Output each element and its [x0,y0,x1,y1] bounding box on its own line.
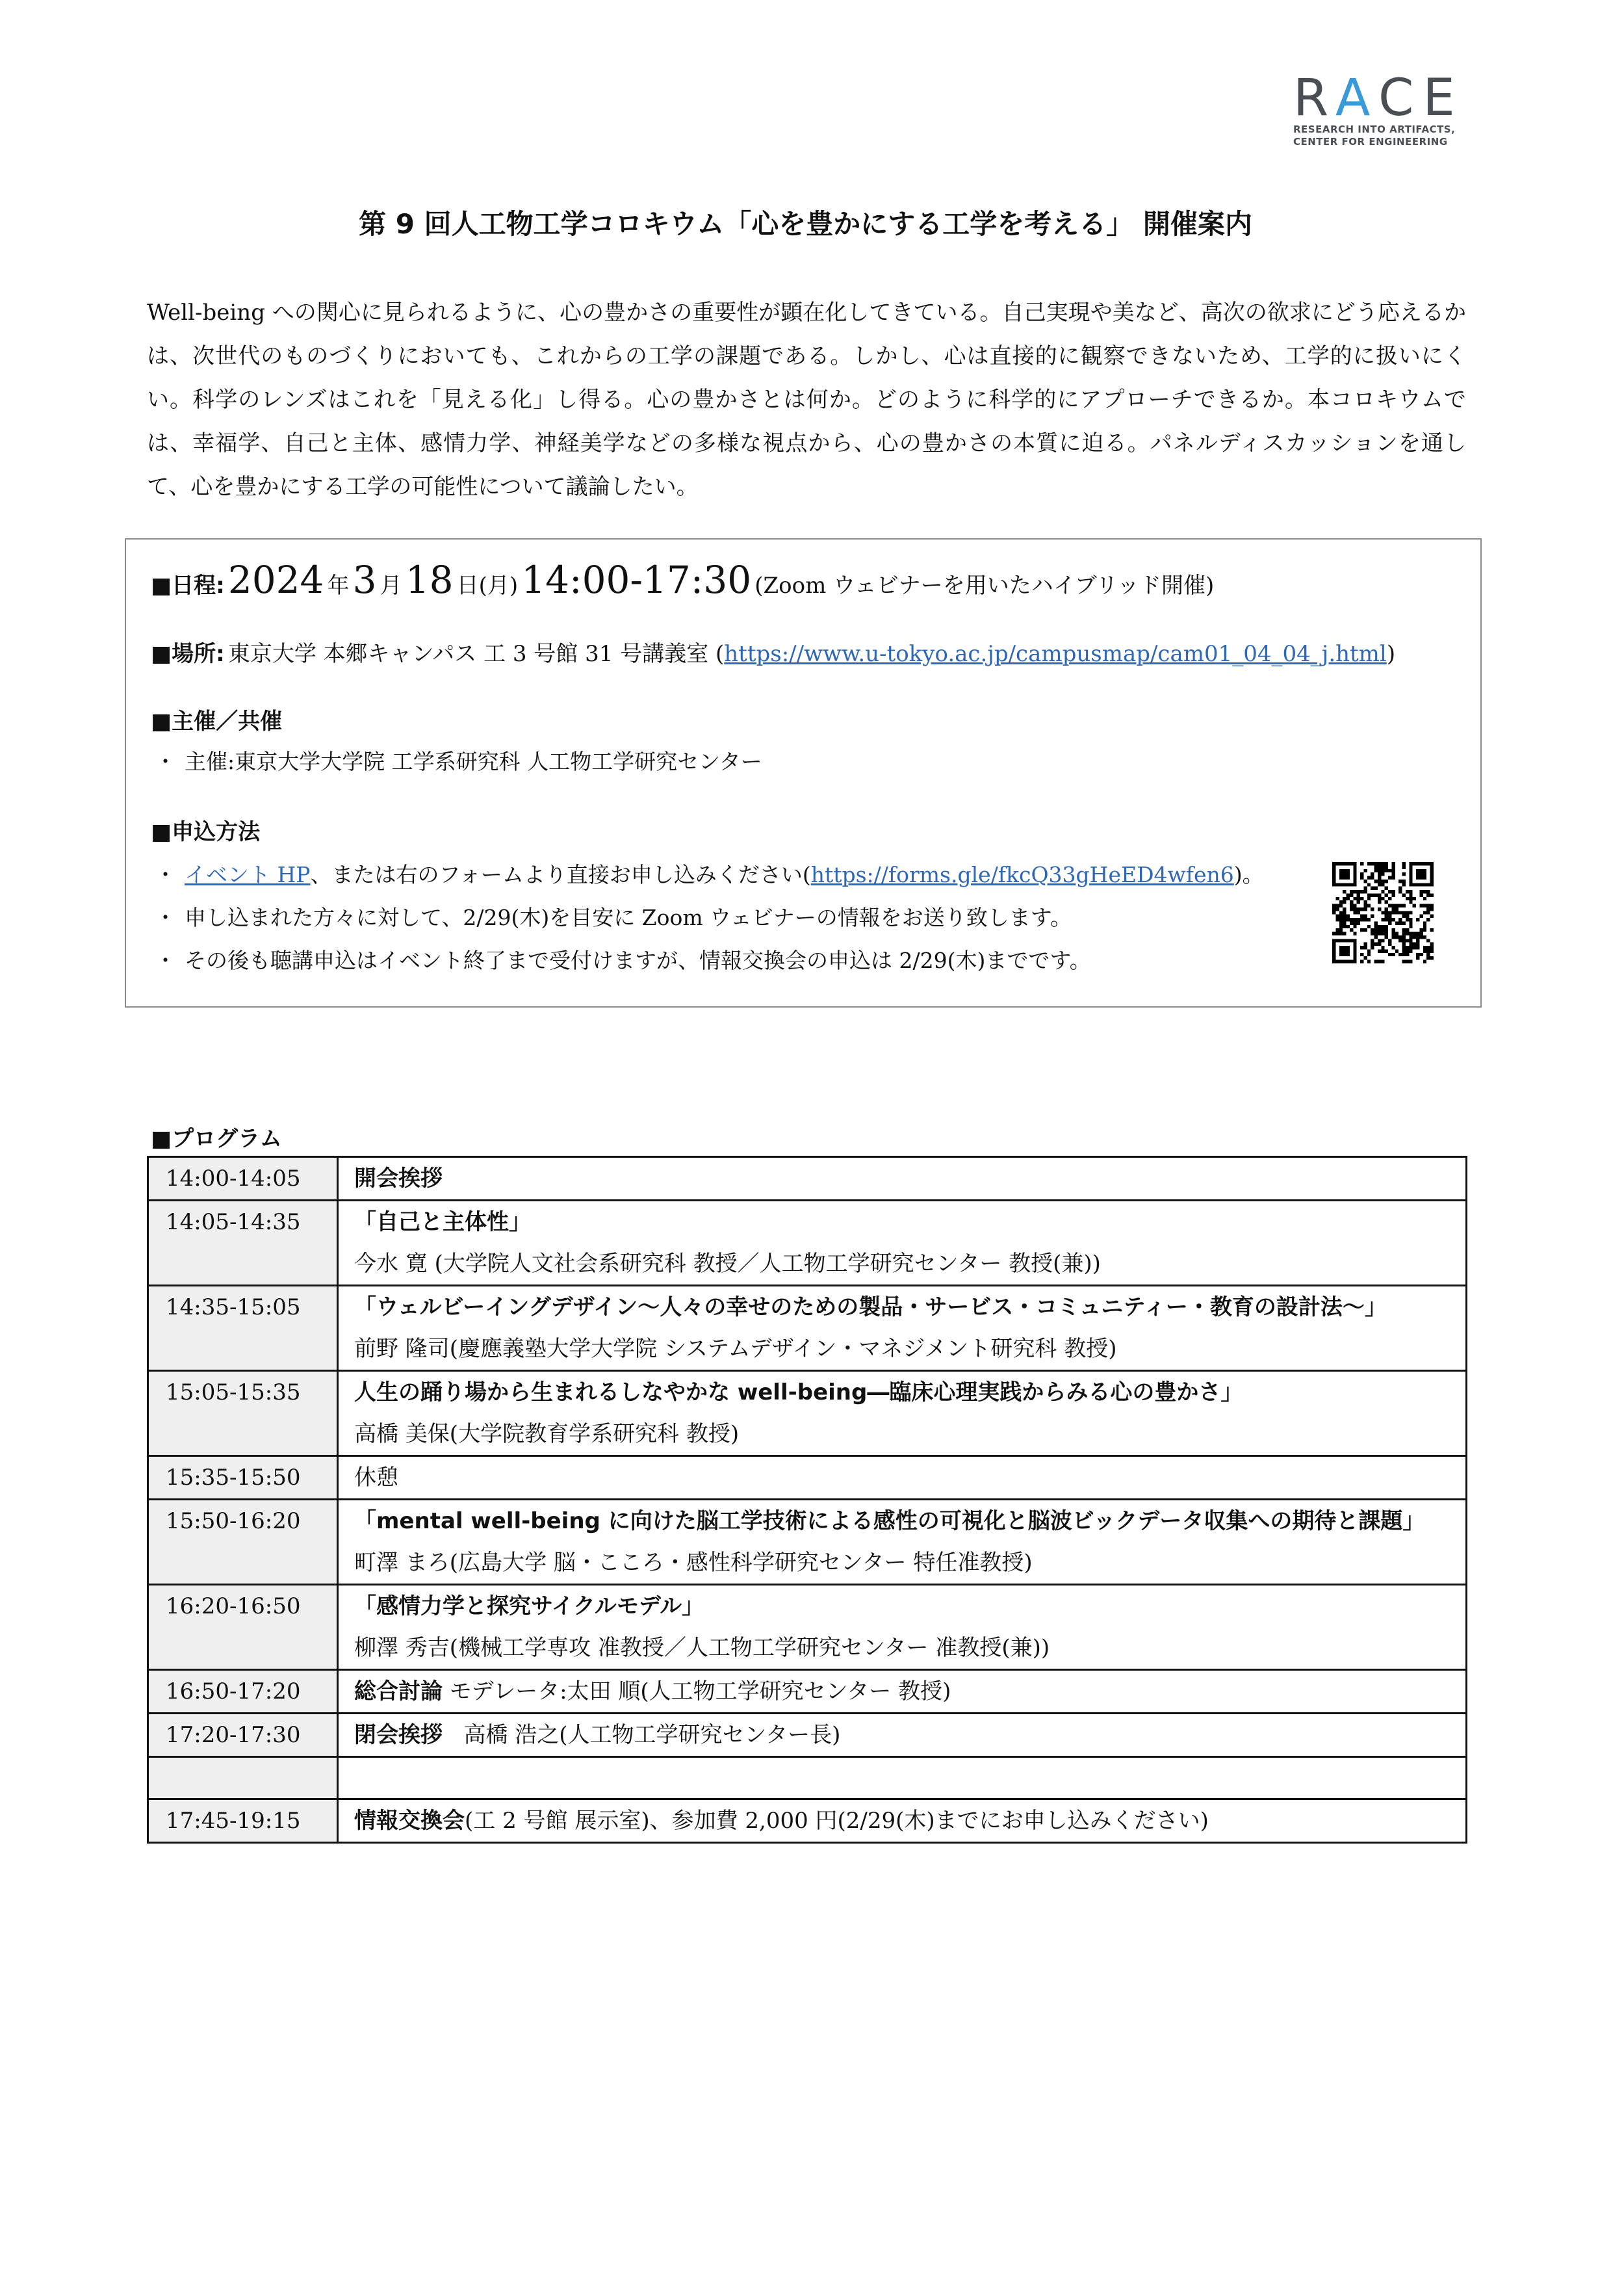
application-item-3: ・ その後も聴講申込はイベント終了まで受付けますが、情報交換会の申込は 2/29(木)までです。 [155,948,1091,973]
program-item [338,1456,1467,1500]
program-time: 17:20-17:30 [148,1714,338,1757]
program-time: 17:45-19:15 [148,1799,338,1843]
program-time: 16:50-17:20 [148,1670,338,1714]
organizer-heading: ■主催／共催 [151,709,283,735]
logo-subtitle: RESEARCH INTO ARTIFACTS, CENTER FOR ENGINEERING [1293,124,1456,148]
program-row [148,1799,1467,1843]
program-row [148,1670,1467,1714]
organizer-item: ・ 主催:東京大学大学院 工学系研究科 人工物工学研究センター [155,749,762,774]
program-row [148,1757,1467,1799]
schedule-day: 18 [405,558,454,602]
program-speaker: 前野 隆司(慶應義塾大学大学院 システムデザイン・マネジメント研究科 教授) [354,1336,1117,1362]
venue-label: ■場所: [151,641,225,667]
application-heading: ■申込方法 [151,819,261,845]
program-item [338,1286,1467,1371]
form-link[interactable]: https://forms.gle/fkcQ33gHeED4wfen6 [810,862,1234,887]
venue-text: 東京大学 本郷キャンパス 工 3 号館 31 号講義室 ( [227,641,725,667]
schedule-time: 14:00-17:30 [521,558,752,602]
program-time [148,1757,338,1799]
program-item [338,1670,1467,1714]
program-row [148,1286,1467,1371]
program-time: 14:35-15:05 [148,1286,338,1371]
program-item [338,1757,1467,1799]
program-row [148,1500,1467,1585]
page-title: 第 9 回人工物工学コロキウム「心を豊かにする工学を考える」 開催案内 [359,208,1252,240]
program-title: 「mental well-being に向けた脳工学技術による感性の可視化と脳波ビックデータ収集への期待と課題」 [354,1508,1425,1534]
program-title: 情報交換会 [354,1808,465,1834]
program-item [338,1585,1467,1670]
event-hp-link[interactable]: イベント HP [185,862,311,887]
program-time: 14:00-14:05 [148,1157,338,1201]
application-item-2: ・ 申し込まれた方々に対して、2/29(木)を目安に Zoom ウェビナーの情報をお送り致します。 [155,905,1072,930]
program-time: 15:35-15:50 [148,1456,338,1500]
venue-line: ■場所: 東京大学 本郷キャンパス 工 3 号館 31 号講義室 (https://www.u-tokyo.ac.jp/campusmap/cam01_04_04_j.html) [151,641,1396,667]
schedule-line: ■日程: 2024 年 3 月 18 日(月) 14:00-17:30 (Zoom ウェビナーを用いたハイブリッド開催) [151,558,1215,602]
program-row [148,1585,1467,1670]
program-title: 開会挨拶 [354,1166,443,1192]
program-title: 人生の踊り場から生まれるしなやかな well-being―臨床心理実践からみる心の豊かさ」 [354,1379,1243,1405]
application-item-1: ・ イベント HP、または右のフォームより直接お申し込みください(https://forms.gle/fkcQ33gHeED4wfen6)。 [155,862,1264,887]
program-table [147,1156,1467,1844]
program-item [338,1714,1467,1757]
schedule-month: 3 [352,558,377,602]
schedule-note: (Zoom ウェビナーを用いたハイブリッド開催) [754,573,1215,599]
program-speaker: 今水 寛 (大学院人文社会系研究科 教授／人工物工学研究センター 教授(兼)) [354,1251,1101,1277]
program-title: 「感情力学と探究サイクルモデル」 [354,1593,704,1619]
program-title-detail: モデレータ:太田 順(人工物工学研究センター 教授) [443,1678,951,1704]
program-speaker: 柳澤 秀吉(機械工学専攻 准教授／人工物工学研究センター 准教授(兼)) [354,1635,1050,1661]
program-row [148,1456,1467,1500]
program-row [148,1201,1467,1286]
program-time: 15:50-16:20 [148,1500,338,1585]
program-speaker: 町澤 まろ(広島大学 脳・こころ・感性科学研究センター 特任准教授) [354,1550,1033,1576]
program-title: 休憩 [354,1465,398,1491]
program-item [338,1371,1467,1456]
schedule-label: ■日程: [151,573,225,599]
program-time: 14:05-14:35 [148,1201,338,1286]
program-row [148,1714,1467,1757]
program-time: 15:05-15:35 [148,1371,338,1456]
program-title: 総合討論 [354,1678,443,1704]
program-title-detail: 高橋 浩之(人工物工学研究センター長) [443,1722,841,1748]
program-row [148,1371,1467,1456]
program-item [338,1500,1467,1585]
program-title: 閉会挨拶 [354,1722,443,1748]
program-item [338,1201,1467,1286]
program-title: 「自己と主体性」 [354,1209,531,1235]
intro-paragraph: Well-being への関心に見られるように、心の豊かさの重要性が顕在化してきている。自己実現や美など、高次の欲求にどう応えるかは、次世代のものづくりにおいても、これからの工学の課題である。しかし、心は直接的に観察できないため、工学的に扱いにくい。科学のレンズはこれを「見える化」し得る。心の豊かさとは何か。どのように科学的にアプローチできるか。本コロキウムでは、幸福学、自己と主体、感情力学、神経美学などの多様な視点から、心の豊かさの本質に迫る。パネルディスカッションを通して、心を豊かにする工学の可能性について議論したい。 [147,300,1466,500]
program-time: 16:20-16:50 [148,1585,338,1670]
program-title: 「ウェルビーイングデザイン～人々の幸せのための製品・サービス・コミュニティー・教育の設計法～」 [354,1294,1387,1320]
schedule-year: 2024 [227,558,324,602]
logo-wordmark: RACE [1293,69,1464,127]
venue-map-link[interactable]: https://www.u-tokyo.ac.jp/campusmap/cam01_04_04_j.html [724,641,1387,667]
program-heading: ■プログラム [151,1126,282,1152]
program-item [338,1799,1467,1843]
program-speaker: 高橋 美保(大学院教育学系研究科 教授) [354,1421,740,1447]
qr-code-icon[interactable] [1332,862,1434,963]
program-row [148,1157,1467,1201]
race-logo [1293,69,1469,148]
program-title-detail: (工 2 号館 展示室)、参加費 2,000 円(2/29(木)までにお申し込みください) [465,1808,1209,1834]
program-item [338,1157,1467,1201]
